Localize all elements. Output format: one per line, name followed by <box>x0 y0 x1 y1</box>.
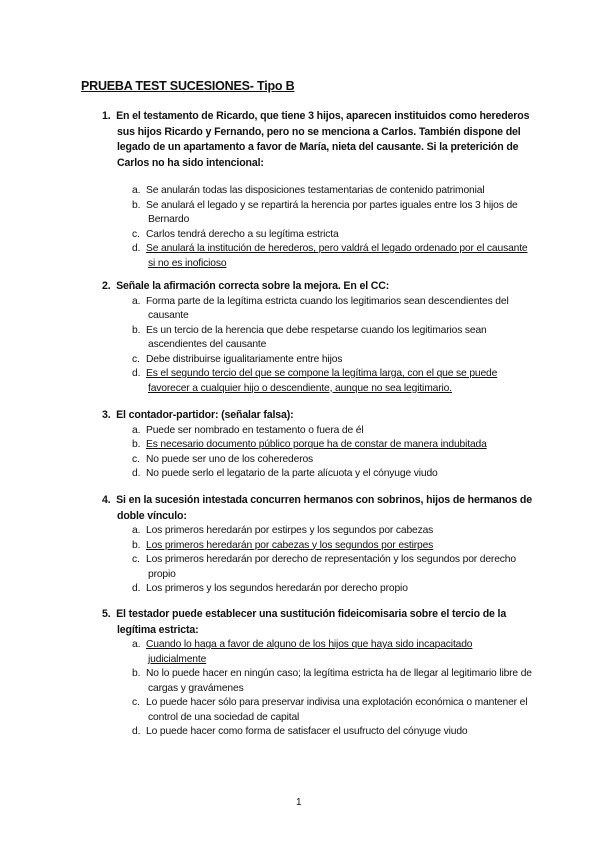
question-1-text <box>102 109 532 171</box>
option-letter: b. <box>132 668 141 679</box>
option-text: Los primeros y los segundos heredarán por derecho propio <box>146 583 408 594</box>
option-letter: d. <box>132 468 141 479</box>
option-5c <box>102 696 532 725</box>
option-letter: b. <box>132 539 141 551</box>
question-number: 5. <box>102 608 111 620</box>
option-2c <box>102 353 532 368</box>
option-text: Debe distribuirse igualitariamente entre hijos <box>146 353 343 365</box>
option-4a <box>102 524 532 539</box>
question-3-text <box>102 408 532 424</box>
option-text: Cuando lo haga a favor de alguno de los hijos que haya sido incapacitado judicialmente <box>146 639 473 665</box>
option-text: Es un tercio de la herencia que debe respetarse cuando los legitimarios sean ascendientes del causante <box>146 324 487 350</box>
option-letter: d. <box>132 243 141 254</box>
option-text: Los primeros heredarán por estirpes y los segundos por cabezas <box>146 525 434 536</box>
option-letter: a. <box>132 185 141 196</box>
option-text: Carlos tendrá derecho a su legítima estricta <box>146 228 339 240</box>
question-number: 4. <box>102 494 111 506</box>
question-number: 2. <box>102 280 111 292</box>
option-text: Los primeros heredarán por cabezas y los segundos por estirpes <box>146 539 434 551</box>
option-letter: c. <box>132 353 140 365</box>
question-5 <box>102 607 532 740</box>
question-2 <box>102 279 532 396</box>
option-letter: d. <box>132 583 141 594</box>
option-letter: c. <box>132 453 140 465</box>
option-3d <box>102 467 532 482</box>
question-1 <box>102 109 532 271</box>
option-letter: a. <box>132 525 141 536</box>
option-letter: c. <box>132 228 140 240</box>
option-3c <box>102 453 532 468</box>
option-1c <box>102 228 532 243</box>
option-text: Se anularán todas las disposiciones testamentarias de contenido patrimonial <box>146 185 485 196</box>
option-text: Se anulará la institución de herederos, pero valdrá el legado ordenado por el causante si no es inoficioso <box>146 243 528 269</box>
document-title: PRUEBA TEST SUCESIONES- Tipo B <box>81 79 295 93</box>
option-text: No puede ser uno de los coherederos <box>146 453 314 465</box>
question-5-text <box>102 607 532 638</box>
option-2b <box>102 324 532 353</box>
option-5a <box>102 638 532 667</box>
option-2d <box>102 367 532 396</box>
option-letter: a. <box>132 424 141 436</box>
option-text: Es el segundo tercio del que se compone la legítima larga, con el que se puede favorecer a cualquier hijo o descendiente, aunque no sea legitimario. <box>146 368 498 394</box>
question-stem: Señale la afirmación correcta sobre la mejora. En el CC: <box>116 280 390 292</box>
option-5d <box>102 725 532 740</box>
option-4c <box>102 553 532 582</box>
question-4 <box>102 493 532 597</box>
option-text: Lo puede hacer sólo para preservar indivisa una explotación económica o mantener el control de una sociedad de capital <box>146 697 528 723</box>
option-3a <box>102 424 532 439</box>
option-letter: c. <box>132 554 140 565</box>
option-letter: b. <box>132 439 141 450</box>
option-5b <box>102 667 532 696</box>
option-text: Lo puede hacer como forma de satisfacer el usufructo del cónyuge viudo <box>146 726 468 737</box>
option-1a <box>102 184 532 199</box>
option-2a <box>102 295 532 324</box>
option-letter: a. <box>132 295 141 307</box>
option-letter: c. <box>132 697 140 708</box>
question-stem: En el testamento de Ricardo, que tiene 3 hijos, aparecen instituidos como herederos sus hijos Ricardo y Fernando, pero no se menciona a Carlos. También dispone del legado de un apartamento a favor de María, nieta del causante. Si la preterición de Carlos no ha sido intencional: <box>116 110 530 169</box>
option-text: No lo puede hacer en ningún caso; la legítima estricta ha de llegar al legitimario libre de cargas y gravámenes <box>146 668 532 694</box>
question-stem: El contador-partidor: (señalar falsa): <box>116 409 294 421</box>
option-1d <box>102 242 532 271</box>
option-text: Puede ser nombrado en testamento o fuera de él <box>146 424 364 436</box>
option-text: Forma parte de la legítima estricta cuando los legitimarios sean descendientes del causante <box>146 295 509 321</box>
option-text: No puede serlo el legatario de la parte alícuota y el cónyuge viudo <box>146 468 438 479</box>
question-number: 1. <box>102 110 111 122</box>
option-text: Es necesario documento público porque ha de constar de manera indubitada <box>146 439 487 450</box>
option-1b <box>102 199 532 228</box>
option-4d <box>102 582 532 597</box>
question-2-text <box>102 279 532 295</box>
question-stem: El testador puede establecer una sustitución fideicomisaria sobre el tercio de la legítima estricta: <box>116 608 507 636</box>
option-3b <box>102 438 532 453</box>
question-3 <box>102 408 532 482</box>
option-letter: a. <box>132 639 141 650</box>
option-letter: b. <box>132 199 141 211</box>
option-letter: b. <box>132 324 141 336</box>
option-letter: d. <box>132 726 141 737</box>
question-4-text <box>102 493 532 524</box>
option-text: Se anulará el legado y se repartirá la herencia por partes iguales entre los 3 hijos de Bernardo <box>146 199 518 225</box>
page-number: 1 <box>296 797 302 808</box>
option-text: Los primeros heredarán por derecho de representación y los segundos por derecho propio <box>146 554 516 580</box>
option-letter: d. <box>132 368 141 379</box>
question-number: 3. <box>102 409 111 421</box>
option-4b <box>102 539 532 554</box>
question-stem: Si en la sucesión intestada concurren hermanos con sobrinos, hijos de hermanos de doble vínculo: <box>116 494 532 522</box>
